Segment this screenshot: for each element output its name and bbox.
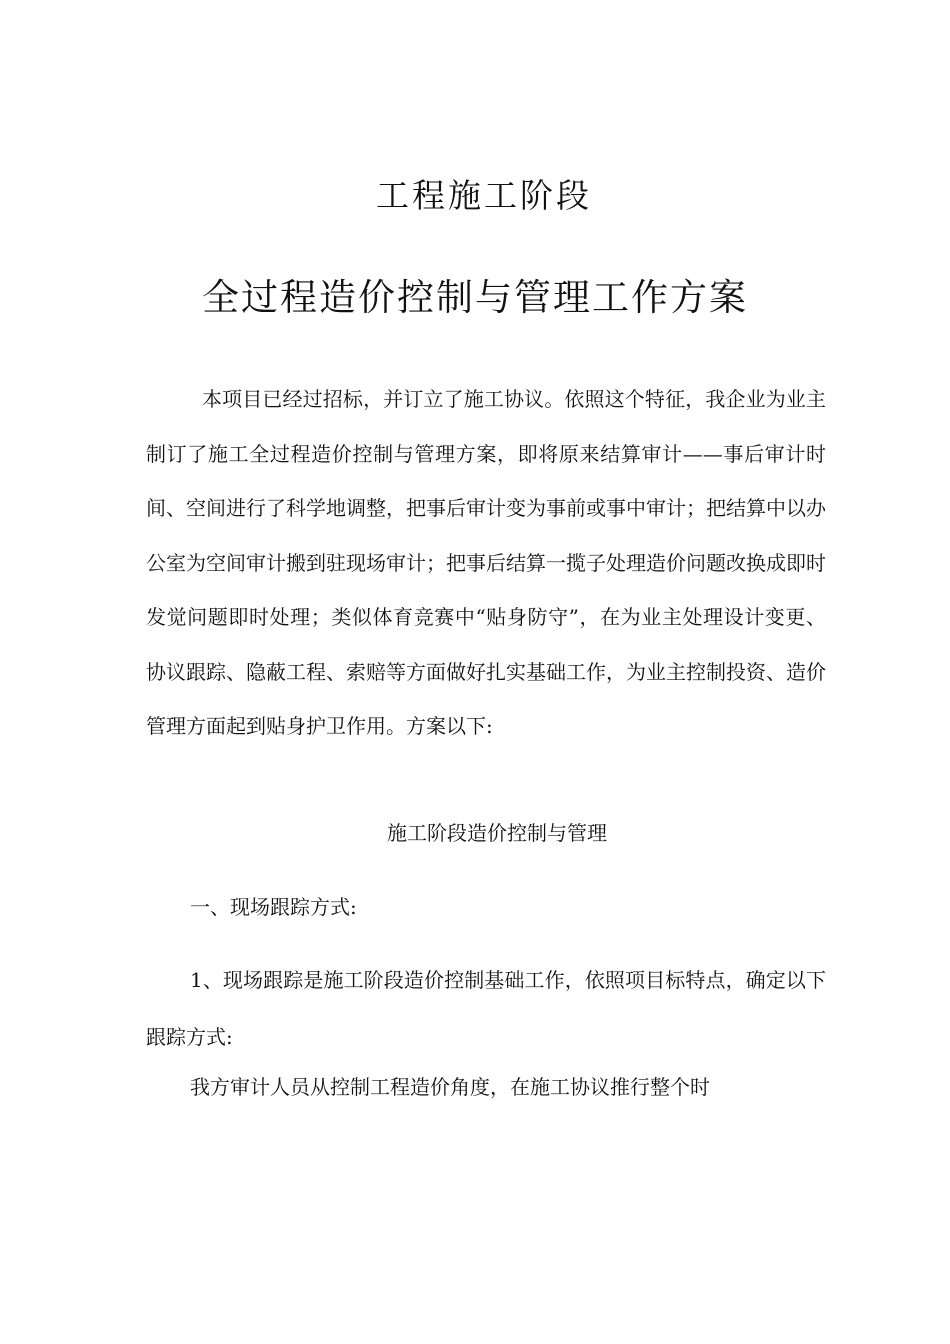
section-title: 施工阶段造价控制与管理 [387,821,607,845]
intro-paragraph: 本项目已经过招标，并订立了施工协议。依照这个特征，我企业为业主制订了施工全过程造价控制与管理方案，即将原来结算审计——事后审计时间、空间进行了科学地调整，把事后审计变为事前或事中审计；把结算中以办公室为空间审计搬到驻现场审计；把事后结算一揽子处理造价问题改换成即时发觉问题即时处理；类似体育竞赛中“贴身防守”，在为业主处理设计变更、协议跟踪、隐蔽工程、索赔等方面做好扎实基础工作，为业主控制投资、造价管理方面起到贴身护卫作用。方案以下: [146,387,826,738]
document-title-line-1: 工程施工阶段 [376,176,592,215]
section-one-heading: 一、现场跟踪方式: [190,895,357,919]
item-one-paragraph: 1、现场跟踪是施工阶段造价控制基础工作，依照项目标特点，确定以下跟踪方式: [146,968,826,1049]
item-one-continuation: 我方审计人员从控制工程造价角度，在施工协议推行整个时 [190,1075,710,1099]
document-title-line-2: 全过程造价控制与管理工作方案 [202,276,748,319]
